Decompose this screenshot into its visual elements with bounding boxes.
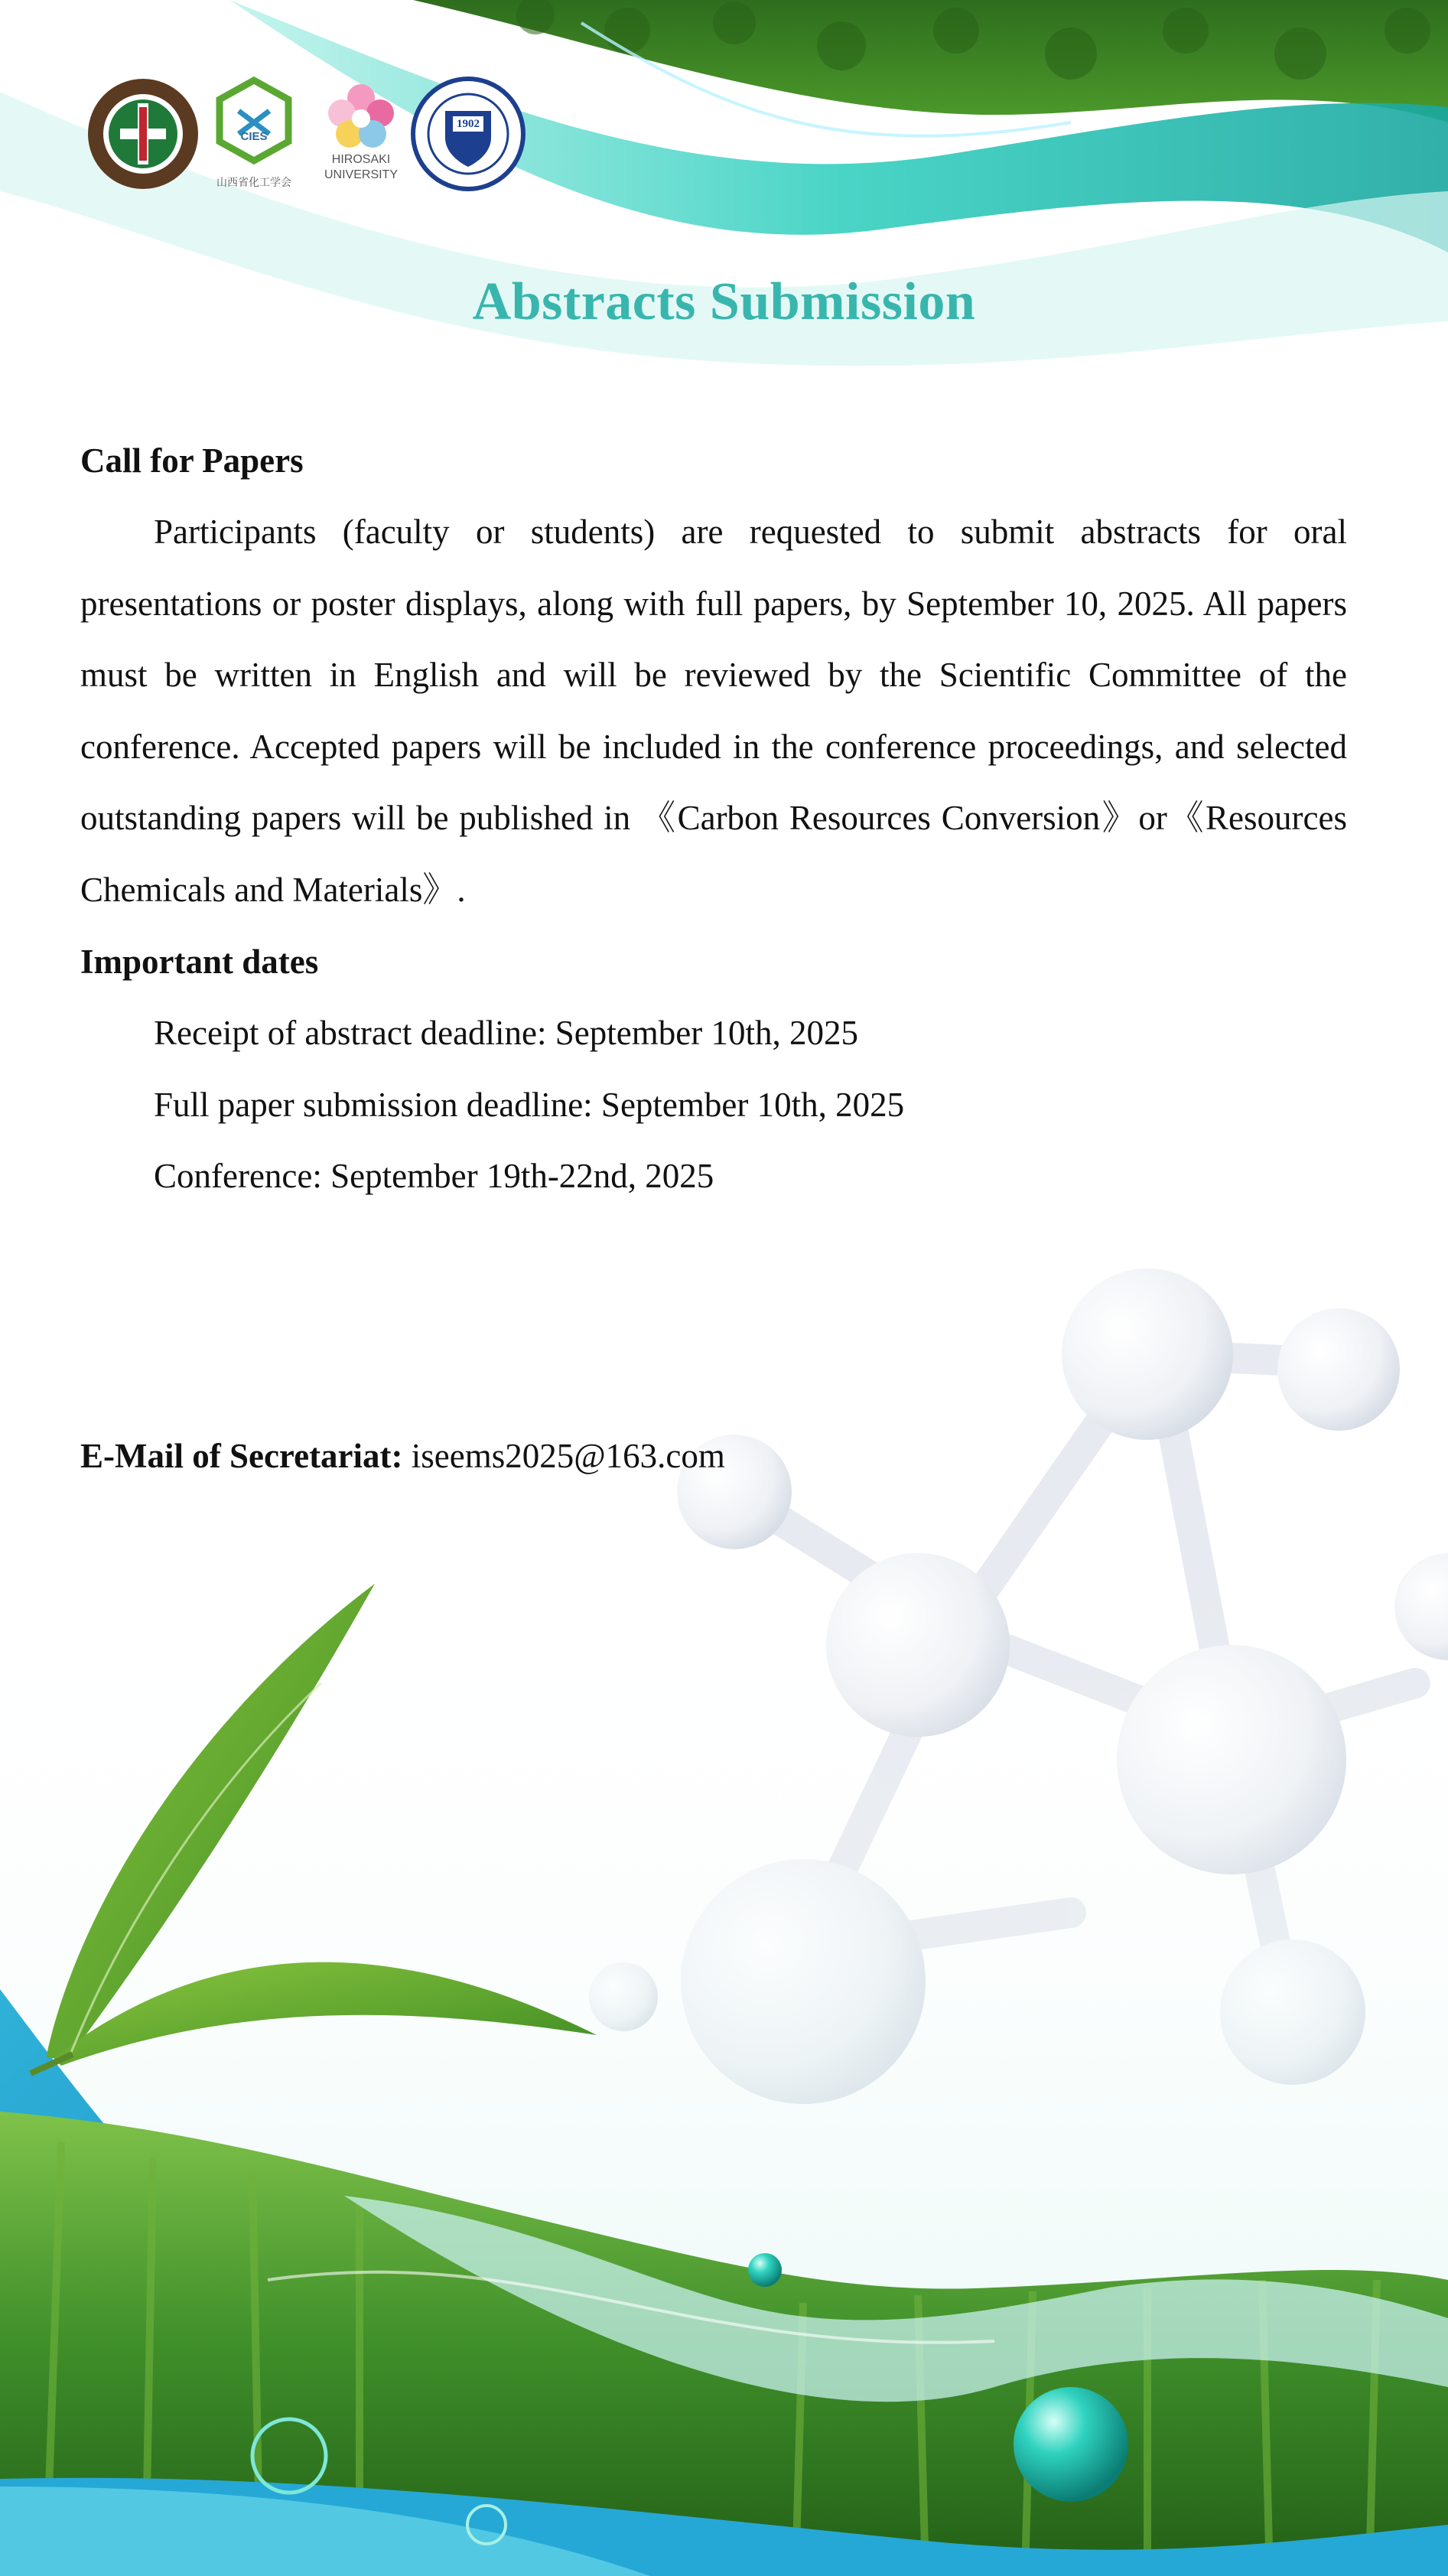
seal-year: 1902 [457,118,480,130]
page-title: Abstracts Submission [472,272,976,331]
secretariat-email[interactable]: iseems2025@163.com [411,1437,725,1475]
cies-text: CIES [240,130,268,143]
logo-row [86,77,529,199]
university-1902-logo [411,77,526,191]
cies-logo [212,77,296,189]
important-dates-heading: Important dates [80,943,319,981]
university-seal-icon [86,77,200,191]
date-abstract-deadline: Receipt of abstract deadline: September 10th, 2025 [154,1014,858,1052]
content-body [80,425,1347,1213]
call-for-papers-text: Participants (faculty or students) are requested to submit abstracts for oral presentations or poster displays, along with full papers, by September 10, 2025. All papers must be written in English and will be reviewed by the Scientific Committee of the conference. Accepted papers will be included in the conference proceedings, and selected outstanding papers will be published in 《Carbon Resources Conversion》or《Resources Chemicals and Materials》. [80,513,1347,909]
date-conference: Conference: September 19th-22nd, 2025 [154,1157,714,1195]
date-full-paper-deadline: Full paper submission deadline: September 10th, 2025 [154,1085,905,1124]
secretariat-contact [80,1422,725,1490]
secretariat-label: E-Mail of Secretariat: [80,1437,403,1475]
hirosaki-line1: HIROSAKI [331,153,391,166]
hirosaki-logo [319,77,403,181]
shield-seal-icon [411,77,526,191]
call-for-papers-heading: Call for Papers [80,441,304,480]
hirosaki-line2: UNIVERSITY [324,168,398,181]
cies-caption: 山西省化工学会 [216,177,291,189]
flower-icon [319,77,403,153]
